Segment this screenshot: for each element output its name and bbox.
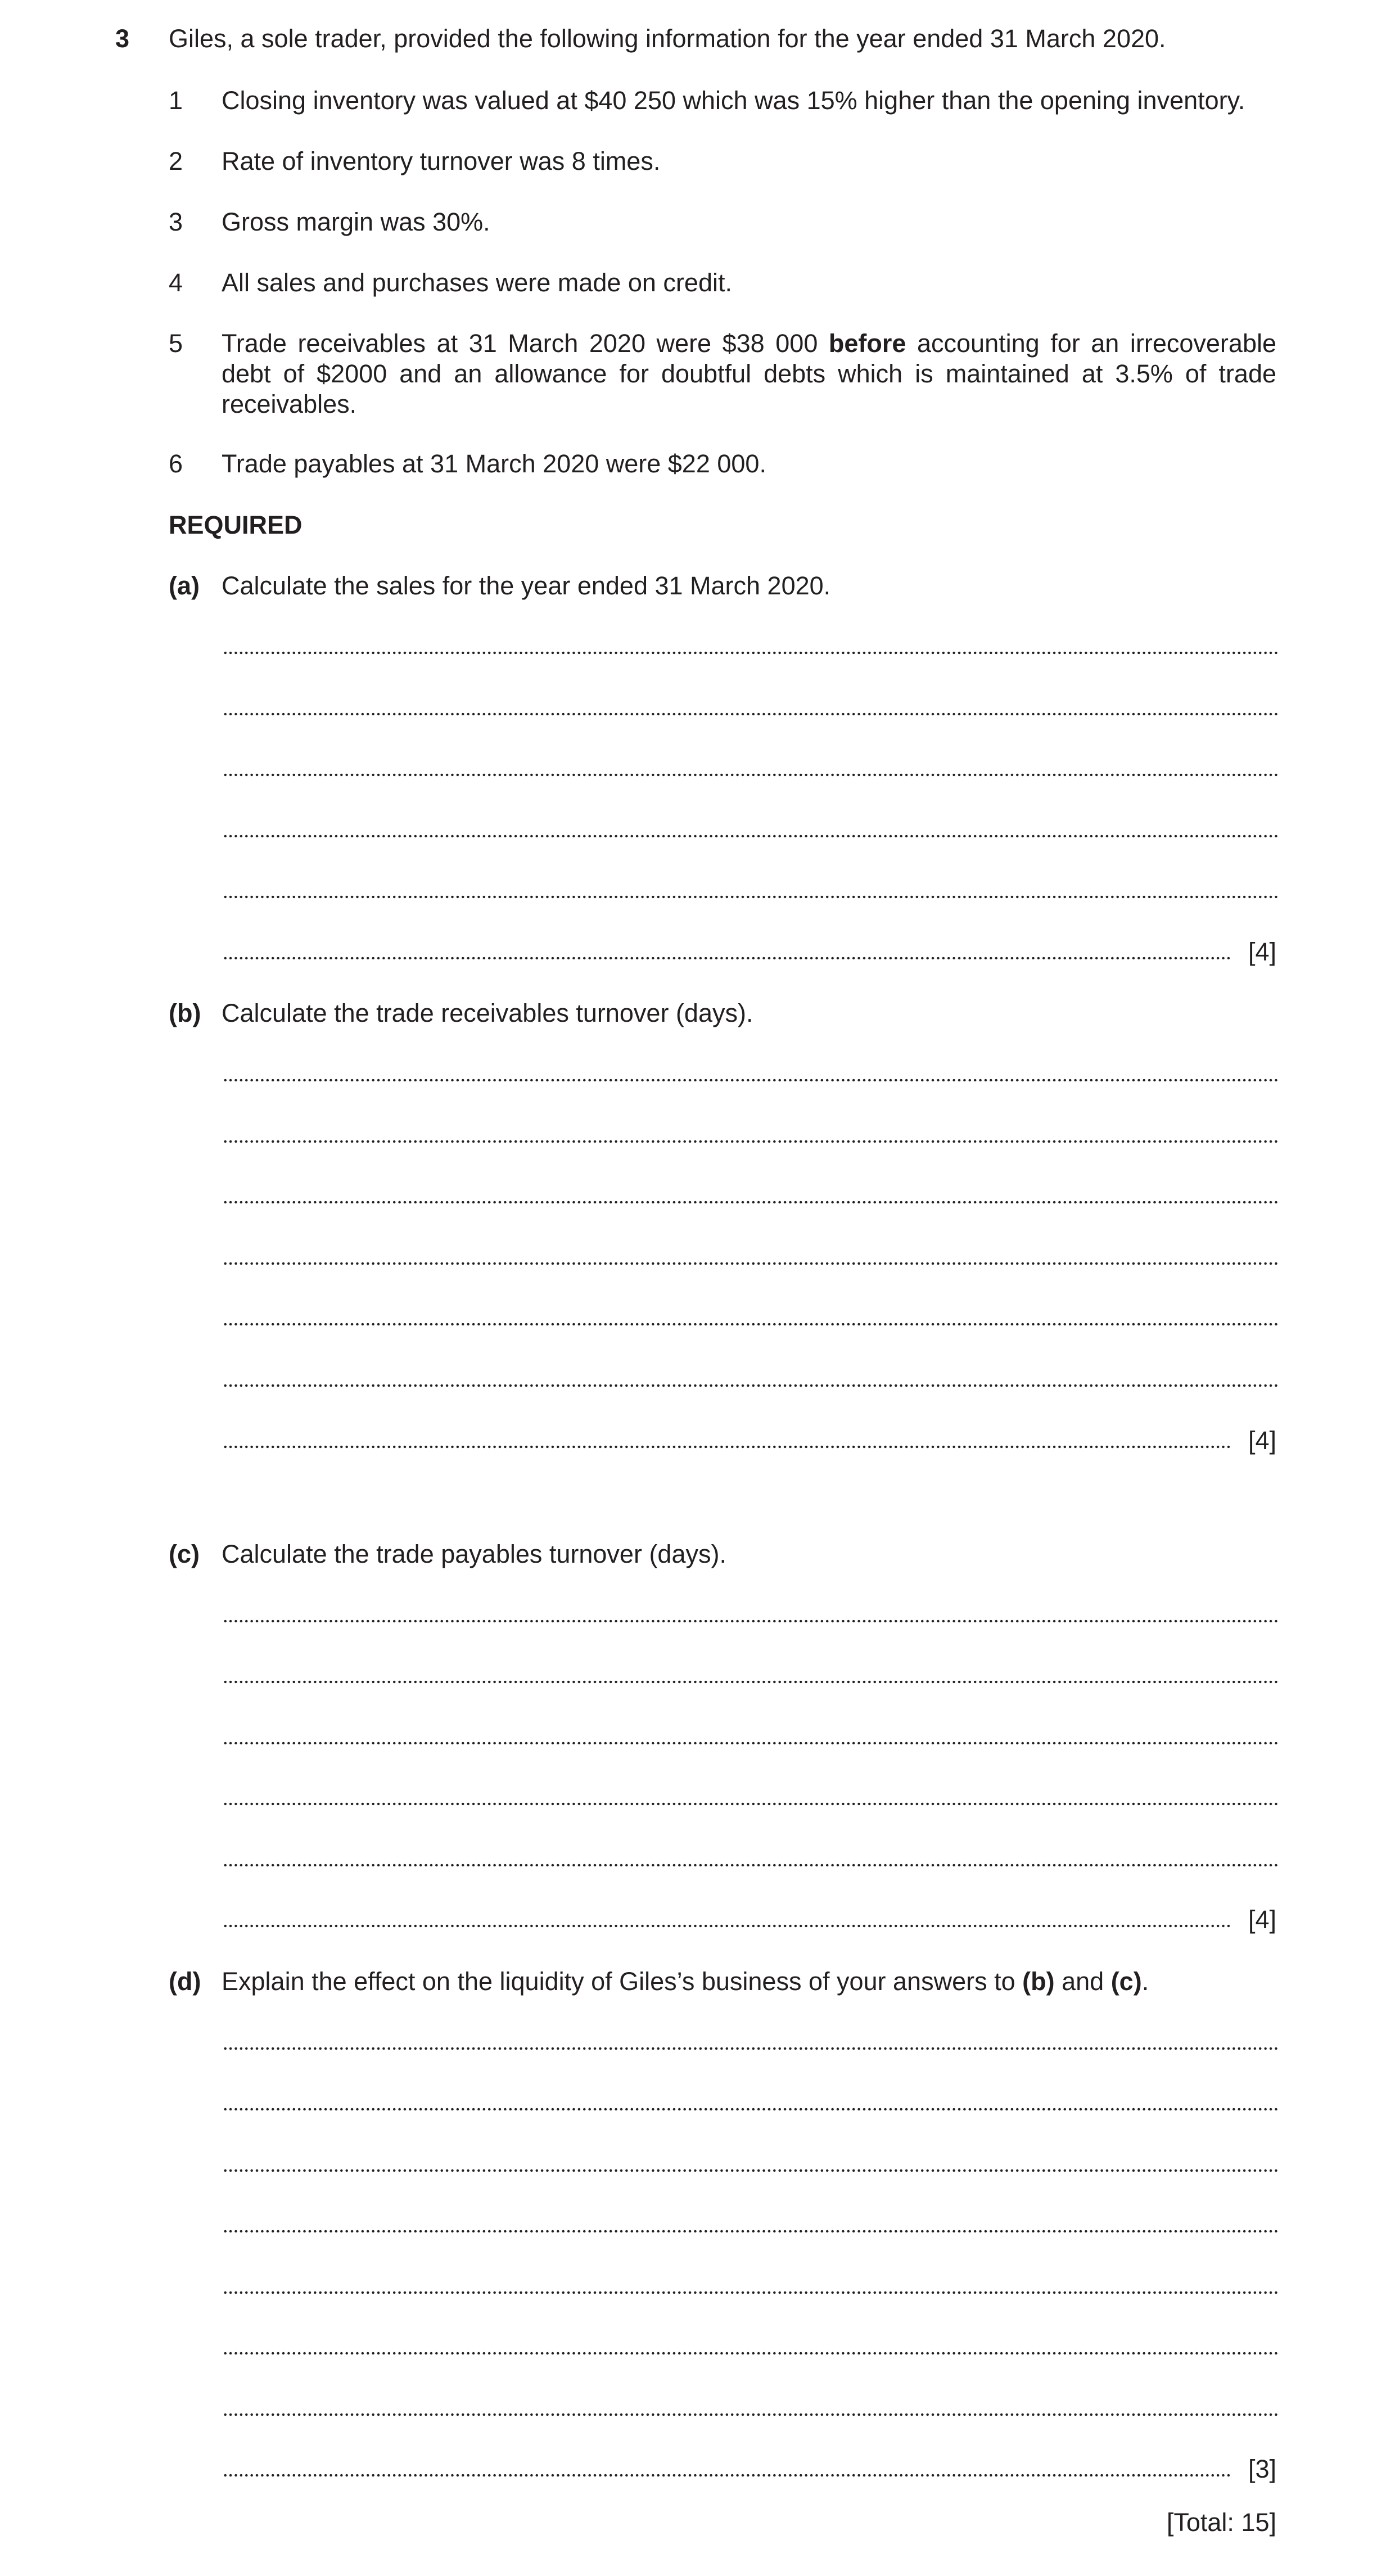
part-reference: (b)	[1022, 1967, 1055, 1996]
part-prompt: Calculate the sales for the year ended 31 March 2020.	[222, 571, 831, 600]
marks-label: [4]	[1248, 1905, 1276, 1934]
item-text-segment: accounting for an irrecoverable debt of $2000 and an allowance for doubtful debts which is maintained at 3.5% of trade receivables.	[222, 329, 1276, 418]
answer-line[interactable]	[223, 2230, 1277, 2233]
answer-line[interactable]	[223, 1262, 1277, 1265]
marks-label: [4]	[1248, 1426, 1276, 1455]
item-text: Trade payables at 31 March 2020 were $22 000.	[222, 449, 766, 478]
answer-line[interactable]	[223, 1742, 1277, 1745]
answer-line[interactable]	[223, 957, 1233, 960]
question-stem: Giles, a sole trader, provided the following information for the year ended 31 March 2020.	[169, 24, 1166, 53]
answer-line[interactable]	[223, 1864, 1277, 1867]
answer-line[interactable]	[223, 773, 1277, 777]
part-prompt: Calculate the trade payables turnover (days).	[222, 1540, 726, 1568]
answer-line[interactable]	[223, 2108, 1277, 2111]
answer-line[interactable]	[223, 2291, 1277, 2294]
required-heading: REQUIRED	[169, 511, 303, 539]
answer-line[interactable]	[223, 1445, 1233, 1449]
answer-line[interactable]	[223, 1680, 1277, 1684]
question-number: 3	[115, 24, 130, 53]
answer-line[interactable]	[223, 895, 1277, 899]
answer-line[interactable]	[223, 2413, 1277, 2416]
answer-line[interactable]	[223, 2352, 1277, 2355]
part-reference: (c)	[1110, 1967, 1142, 1996]
answer-line[interactable]	[223, 1924, 1233, 1928]
marks-label: [3]	[1248, 2455, 1276, 2483]
part-prompt: Calculate the trade receivables turnover (days).	[222, 999, 753, 1027]
answer-line[interactable]	[223, 2169, 1277, 2172]
item-text	[222, 328, 1276, 419]
part-prompt-segment: .	[1141, 1967, 1149, 1996]
answer-line[interactable]	[223, 1201, 1277, 1204]
part-prompt-segment: Explain the effect on the liquidity of Giles’s business of your answers to	[222, 1967, 1023, 1996]
part-label: (b)	[169, 999, 201, 1027]
item-text: Closing inventory was valued at $40 250 which was 15% higher than the opening inventory.	[222, 86, 1245, 115]
answer-line[interactable]	[223, 1384, 1277, 1387]
part-prompt	[222, 1966, 1149, 1997]
answer-line[interactable]	[223, 1802, 1277, 1806]
item-number: 4	[169, 268, 183, 297]
item-text-emphasis: before	[828, 329, 906, 358]
answer-line[interactable]	[223, 834, 1277, 838]
item-text-segment: Trade receivables at 31 March 2020 were $38 000	[222, 329, 829, 358]
answer-line[interactable]	[223, 2047, 1277, 2050]
item-number: 3	[169, 207, 183, 236]
marks-label: [4]	[1248, 937, 1276, 966]
part-label: (c)	[169, 1540, 200, 1568]
answer-line[interactable]	[223, 2474, 1233, 2477]
item-text: All sales and purchases were made on credit.	[222, 268, 732, 297]
part-label: (a)	[169, 571, 200, 600]
item-text: Gross margin was 30%.	[222, 207, 490, 236]
answer-line[interactable]	[223, 1140, 1277, 1143]
answer-line[interactable]	[223, 712, 1277, 716]
item-number: 2	[169, 147, 183, 175]
total-marks: [Total: 15]	[1166, 2508, 1276, 2537]
item-number: 6	[169, 449, 183, 478]
answer-line[interactable]	[223, 1619, 1277, 1623]
answer-line[interactable]	[223, 1323, 1277, 1326]
item-number: 5	[169, 329, 183, 358]
part-prompt-segment: and	[1054, 1967, 1111, 1996]
item-number: 1	[169, 86, 183, 115]
item-text: Rate of inventory turnover was 8 times.	[222, 147, 661, 175]
answer-line[interactable]	[223, 651, 1277, 655]
answer-line[interactable]	[223, 1079, 1277, 1082]
part-label: (d)	[169, 1967, 201, 1996]
